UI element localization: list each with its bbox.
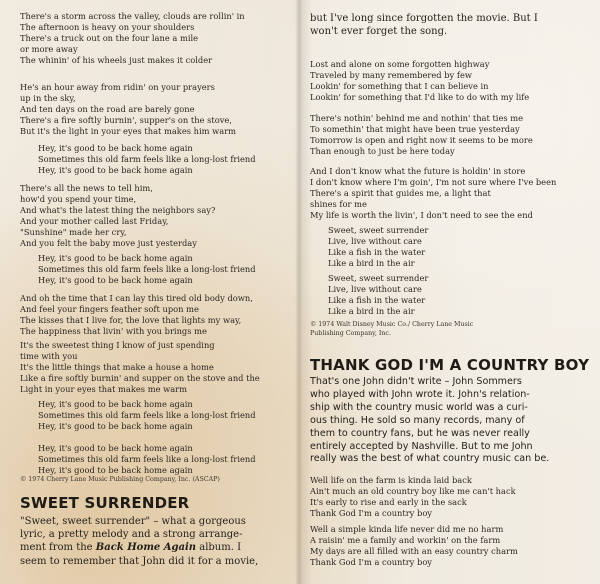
commentary-line: [20, 541, 292, 554]
text-line: Like a fish in the water: [328, 247, 426, 257]
text-line: There's all the news to tell him,: [20, 183, 153, 193]
text-line: Sometimes this old farm feels like a long-lost friend: [38, 410, 256, 420]
text-line: The afternoon is heavy on your shoulders: [20, 22, 195, 32]
text-line: Hey, it's good to be back home again: [38, 143, 193, 153]
text-line: Hey, it's good to be back home again: [38, 253, 193, 263]
text-line: My life is worth the livin', I don't need to see the end: [310, 210, 533, 220]
text-line: And your mother called last Friday,: [20, 216, 169, 226]
text-line: Sometimes this old farm feels like a long-lost friend: [38, 154, 256, 164]
lyric-stanza: [310, 59, 529, 103]
text-line: And you felt the baby move just yesterday: [20, 238, 197, 248]
text-line: Like a fire softly burnin' and supper on the stove and the: [20, 373, 260, 383]
text-line: And ten days on the road are barely gone: [20, 104, 195, 114]
text-line: ous thing. He sold so many records, many of: [310, 414, 525, 426]
lyric-stanza: [310, 475, 516, 519]
lyric-chorus: [20, 143, 256, 176]
text-line: really was the best of what country music can be.: [310, 453, 550, 465]
text-line: My days are all filled with an easy country charm: [310, 546, 518, 556]
text-line: There's a spirit that guides me, a light that: [310, 188, 491, 198]
text-line: Thank God I'm a country boy: [310, 557, 432, 567]
text-line: Well life on the farm is kinda laid back: [310, 475, 472, 485]
text-line: It's early to rise and early in the sack: [310, 497, 467, 507]
copyright-notice: [310, 321, 473, 338]
lyric-stanza: [20, 11, 245, 66]
lyric-stanza: [310, 113, 533, 157]
text-line: entirely accepted by Nashville. But to me John: [310, 440, 533, 452]
text-line: who played with John wrote it. John's relation-: [310, 388, 530, 400]
lyric-chorus: [20, 253, 256, 286]
text-line: won't ever forget the song.: [310, 26, 448, 38]
text-line: The whinin' of his wheels just makes it colder: [20, 55, 213, 65]
text-line: Thank God I'm a country boy: [310, 508, 432, 518]
text-line: [38, 432, 256, 443]
lyric-stanza: [20, 183, 215, 249]
text-line: Light in your eyes that makes me warm: [20, 384, 187, 394]
text-line: Like a bird in the air: [328, 306, 415, 316]
text-line: There's a fire softly burnin', supper's on the stove,: [20, 115, 232, 125]
section-heading: SWEET SURRENDER: [20, 494, 190, 512]
text-line: Traveled by many remembered by few: [310, 70, 472, 80]
text-line: To somethin' that might have been true yesterday: [310, 124, 520, 134]
text-line: how'd you spend your time,: [20, 194, 137, 204]
text-line: And feel your fingers feather soft upon me: [20, 304, 199, 314]
album-title: Back Home Again: [95, 542, 197, 554]
text-line: Publishing Company, Inc.: [310, 329, 391, 337]
text-line: Hey, it's good to be back home again: [38, 399, 193, 409]
commentary-text: [20, 515, 292, 568]
text-line: up in the sky,: [20, 93, 76, 103]
text-line: "Sunshine" made her cry,: [20, 227, 127, 237]
text-line: A raisin' me a family and workin' on the farm: [310, 535, 501, 545]
lyric-stanza: [310, 166, 556, 221]
text-line: Live, live without care: [328, 284, 422, 294]
text-line: Lookin' for something that I can believe in: [310, 81, 489, 91]
text-line: It's the sweetest thing I know of just spending: [20, 340, 215, 350]
text-line: or more away: [20, 44, 78, 54]
text-line: ship with the country music world was a curi-: [310, 401, 528, 413]
text-line: But it's the light in your eyes that makes him warm: [20, 126, 237, 136]
text-line: shines for me: [310, 199, 367, 209]
text-line: Ain't much an old country boy like me can't hack: [310, 486, 516, 496]
lyric-chorus: [310, 225, 428, 269]
text-line: Sometimes this old farm feels like a long-lost friend: [38, 454, 256, 464]
text-line: There's a storm across the valley, clouds are rollin' in: [20, 11, 245, 21]
text-line: Hey, it's good to be back home again: [38, 421, 193, 431]
text-line: And what's the latest thing the neighbors say?: [20, 205, 216, 215]
text-line: Sometimes this old farm feels like a long-lost friend: [38, 264, 256, 274]
lyric-chorus: [310, 273, 428, 317]
text-line: The kisses that I live for, the love that lights my way,: [20, 315, 242, 325]
text-line: Lookin' for something that I'd like to do with my life: [310, 92, 530, 102]
text-line: them to country fans, but he was never really: [310, 427, 530, 439]
commentary-text-run: album. I: [196, 542, 242, 554]
text-line: Live, live without care: [328, 236, 422, 246]
commentary-line: seem to remember that John did it for a movie,: [20, 555, 259, 567]
section-heading: THANK GOD I'M A COUNTRY BOY: [310, 356, 590, 374]
text-line: Hey, it's good to be back home again: [38, 165, 193, 175]
text-line: Than enough to just be here today: [310, 146, 455, 156]
text-line: That's one John didn't write – John Sommers: [310, 376, 522, 387]
text-line: © 1974 Walt Disney Music Co./ Cherry Lane Music: [310, 321, 474, 328]
commentary-text: [310, 376, 594, 466]
text-line: And oh the time that I can lay this tired old body down,: [20, 293, 253, 303]
text-line: Hey, it's good to be back home again: [38, 275, 193, 285]
commentary-line: lyric, a pretty melody and a strong arrange-: [20, 529, 243, 541]
text-line: but I've long since forgotten the movie. But I: [310, 13, 538, 24]
lyric-stanza: [20, 293, 253, 337]
text-line: Well a simple kinda life never did me no harm: [310, 524, 504, 534]
lyric-stanza: [20, 340, 260, 395]
lyric-chorus: [20, 399, 256, 476]
text-line: Hey, it's good to be back home again: [38, 465, 193, 475]
text-line: Hey, it's good to be back home again: [38, 443, 193, 453]
commentary-line: "Sweet, sweet surrender" – what a gorgeous: [20, 516, 246, 527]
commentary-text: [310, 12, 594, 38]
lyric-stanza: [20, 82, 236, 137]
text-line: It's the little things that make a house a home: [20, 362, 214, 372]
text-line: Sweet, sweet surrender: [328, 225, 429, 235]
text-line: time with you: [20, 351, 78, 361]
text-line: I don't know where I'm goin', I'm not sure where I've been: [310, 177, 557, 187]
text-line: The happiness that livin' with you brings me: [20, 326, 207, 336]
page-spine: [296, 0, 302, 584]
text-line: Like a fish in the water: [328, 295, 426, 305]
text-line: Like a bird in the air: [328, 258, 415, 268]
text-line: And I don't know what the future is holdin' in store: [310, 166, 526, 176]
text-line: Lost and alone on some forgotten highway: [310, 59, 490, 69]
lyric-stanza: [310, 524, 518, 568]
text-line: There's a truck out on the four lane a mile: [20, 33, 199, 43]
text-line: Tomorrow is open and right now it seems to be more: [310, 135, 533, 145]
commentary-text-run: ment from the: [20, 542, 96, 554]
copyright-notice: © 1974 Cherry Lane Music Publishing Company, Inc. (ASCAP): [20, 476, 220, 483]
text-line: There's nothin' behind me and nothin' that ties me: [310, 113, 524, 123]
text-line: He's an hour away from ridin' on your prayers: [20, 82, 215, 92]
text-line: Sweet, sweet surrender: [328, 273, 429, 283]
